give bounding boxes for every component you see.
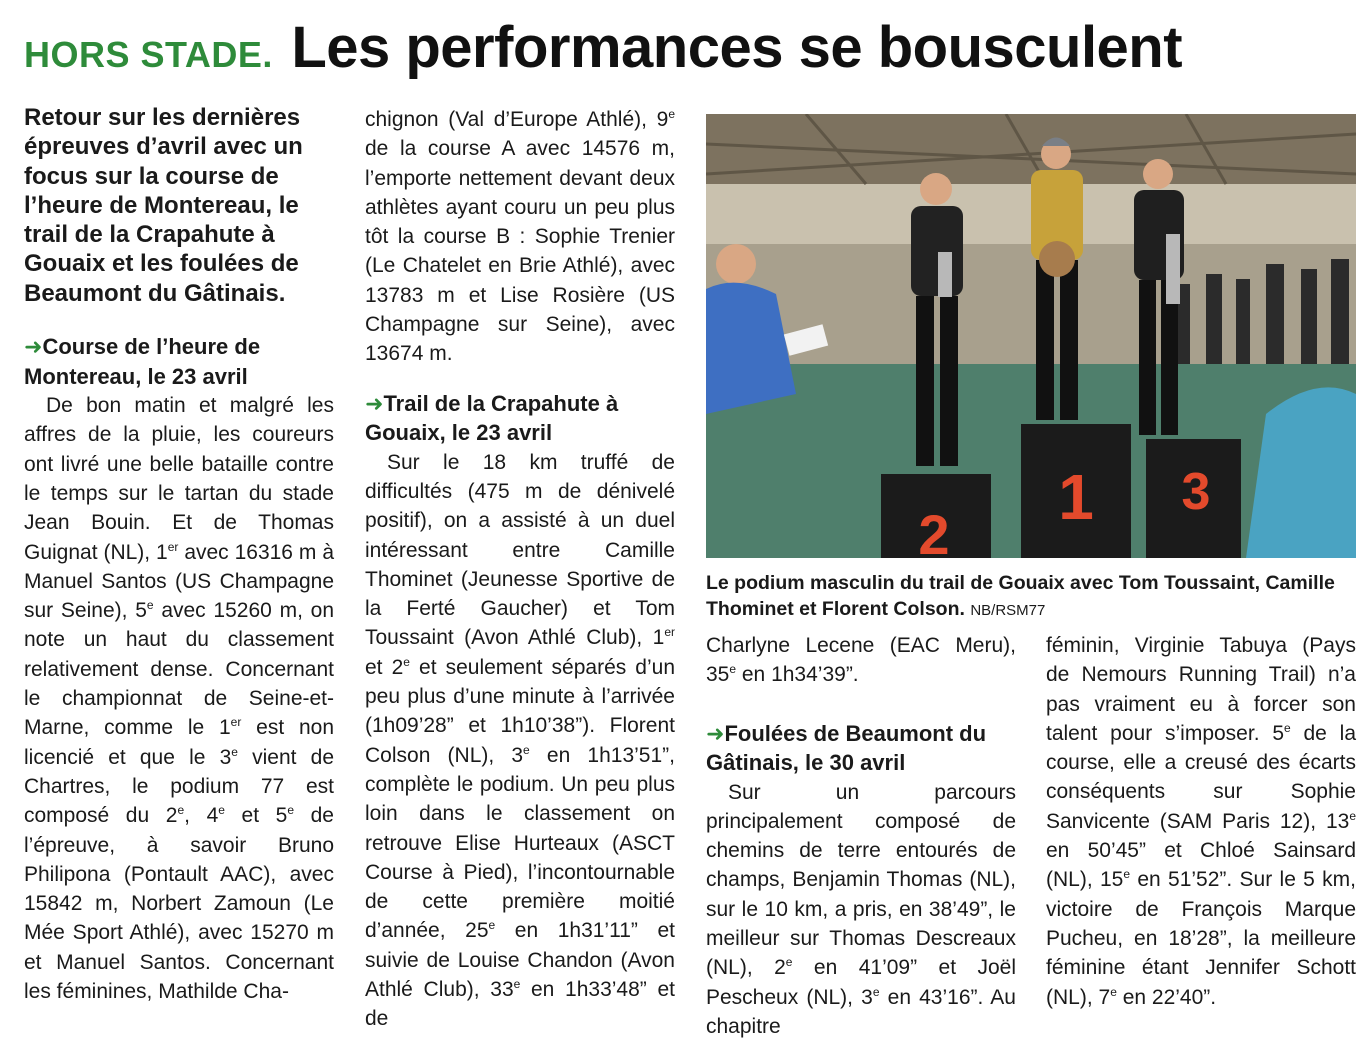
subheading-gouaix: ➜Trail de la Crapahute à Gouaix, le 23 avril (365, 390, 619, 446)
podium-illustration (706, 114, 1356, 558)
paragraph-gouaix-continued: Charlyne Lecene (EAC Meru), 35e en 1h34’39”. (706, 634, 1016, 687)
paragraph-montereau-continued: chignon (Val d’Europe Athlé), 9e de la course A avec 14576 m, l’emporte nettement devant deux athlètes ayant couru un peu plus tôt la course B : Sophie Trenier (Le Chatelet en Brie Athlé), avec 13783 m et Lise Rosière (US Champagne sur Seine), avec 13674 m. (365, 107, 675, 366)
subheading-montereau: ➜Course de l’heure de Montereau, le 23 avril (24, 334, 261, 389)
paragraph-montereau: De bon matin et malgré les affres de la pluie, les coureurs ont livré une belle bataille contre le temps sur le tartan du stade Jean Bouin. Et de Thomas Guignat (NL), 1er avec 16316 m à Manuel Santos (US Champagne sur Seine), 5e avec 15260 m, on note un haut du classement relativement dense. Concernant le championnat de Seine-et-Marne, comme le 1er est non licencié et que le 3e vient de Chartres, le podium 77 est composé du 2e, 4e et 5e de l’épreuve, à savoir Bruno Philipona (Pontault AAC), avec 15842 m, Norbert Zamoun (Le Mée Sport Athlé), avec 15270 m et Manuel Santos. Concernant les féminines, Mathilde Cha- (24, 394, 335, 1004)
arrow-right-icon: ➜ (365, 390, 384, 416)
arrow-right-icon: ➜ (706, 720, 725, 746)
headline (24, 14, 1354, 84)
podium-number-2: 2 (918, 503, 950, 558)
podium-number-3: 3 (1181, 463, 1211, 521)
article-lead: Retour sur les dernières épreuves d’avril avec un focus sur la course de l’heure de Montereau, le trail de la Crapahute à Gouaix et les foulées de Beaumont du Gâtinais. (24, 104, 303, 307)
arrow-right-icon: ➜ (24, 334, 43, 360)
section-kicker: HORS STADE. (24, 34, 273, 75)
podium-photo (706, 114, 1356, 558)
subheading-beaumont: ➜Foulées de Beaumont du Gâtinais, le 30 avril (706, 720, 987, 776)
column-4 (1046, 631, 1356, 1012)
article-title: Les performances se bousculent (291, 15, 1183, 80)
column-3 (706, 631, 1016, 1041)
column-2 (365, 105, 675, 1034)
paragraph-beaumont-continued: féminin, Virginie Tabuya (Pays de Nemours Running Trail) n’a pas vraiment eu à forcer son talent pour s’imposer. 5e de la course, elle a creusé des écarts conséquents sur Sophie Sanvicente (SAM Paris 12), 13e en 50’45” et Chloé Sainsard (NL), 15e en 51’52”. Sur le 5 km, victoire de François Marque Pucheu, en 18’28”, la meilleure féminine étant Jennifer Schott (NL), 7e en 22’40”. (1046, 634, 1357, 1009)
podium-number-1: 1 (1058, 461, 1094, 533)
paragraph-gouaix: Sur le 18 km truffé de difficultés (475 m de dénivelé positif), on a assisté à un duel intéressant entre Camille Thominet (Jeunesse Sportive de la Ferté Gaucher) et Tom Toussaint (Avon Athlé Club), 1er et 2e et seulement séparés d’un peu plus d’une minute à l’arrivée (1h09’28” et 1h10’38”). Florent Colson (NL), 3e en 1h13’51”, complète le podium. Un peu plus loin dans le classement on retrouve Elise Hurteaux (ASCT Course à Pied), l’incontournable de cette première moitié d’année, 25e en 1h31’11” et suivie de Louise Chandon (Avon Athlé Club), 33e en 1h33’48” et de (365, 450, 676, 1031)
photo-credit: NB/RSM77 (970, 602, 1046, 619)
paragraph-beaumont: Sur un parcours principalement composé de chemins de terre entourés de champs, Benjamin Thomas (NL), sur le 10 km, a pris, en 38’49”, le meilleur sur Thomas Descreaux (NL), 2e en 41’09” et Joël Pescheux (NL), 3e en 43’16”. Au chapitre (706, 780, 1017, 1038)
column-1 (24, 103, 334, 1006)
photo-caption: Le podium masculin du trail de Gouaix avec Tom Toussaint, Camille Thominet et Florent Colson. NB/RSM77 (706, 572, 1335, 620)
